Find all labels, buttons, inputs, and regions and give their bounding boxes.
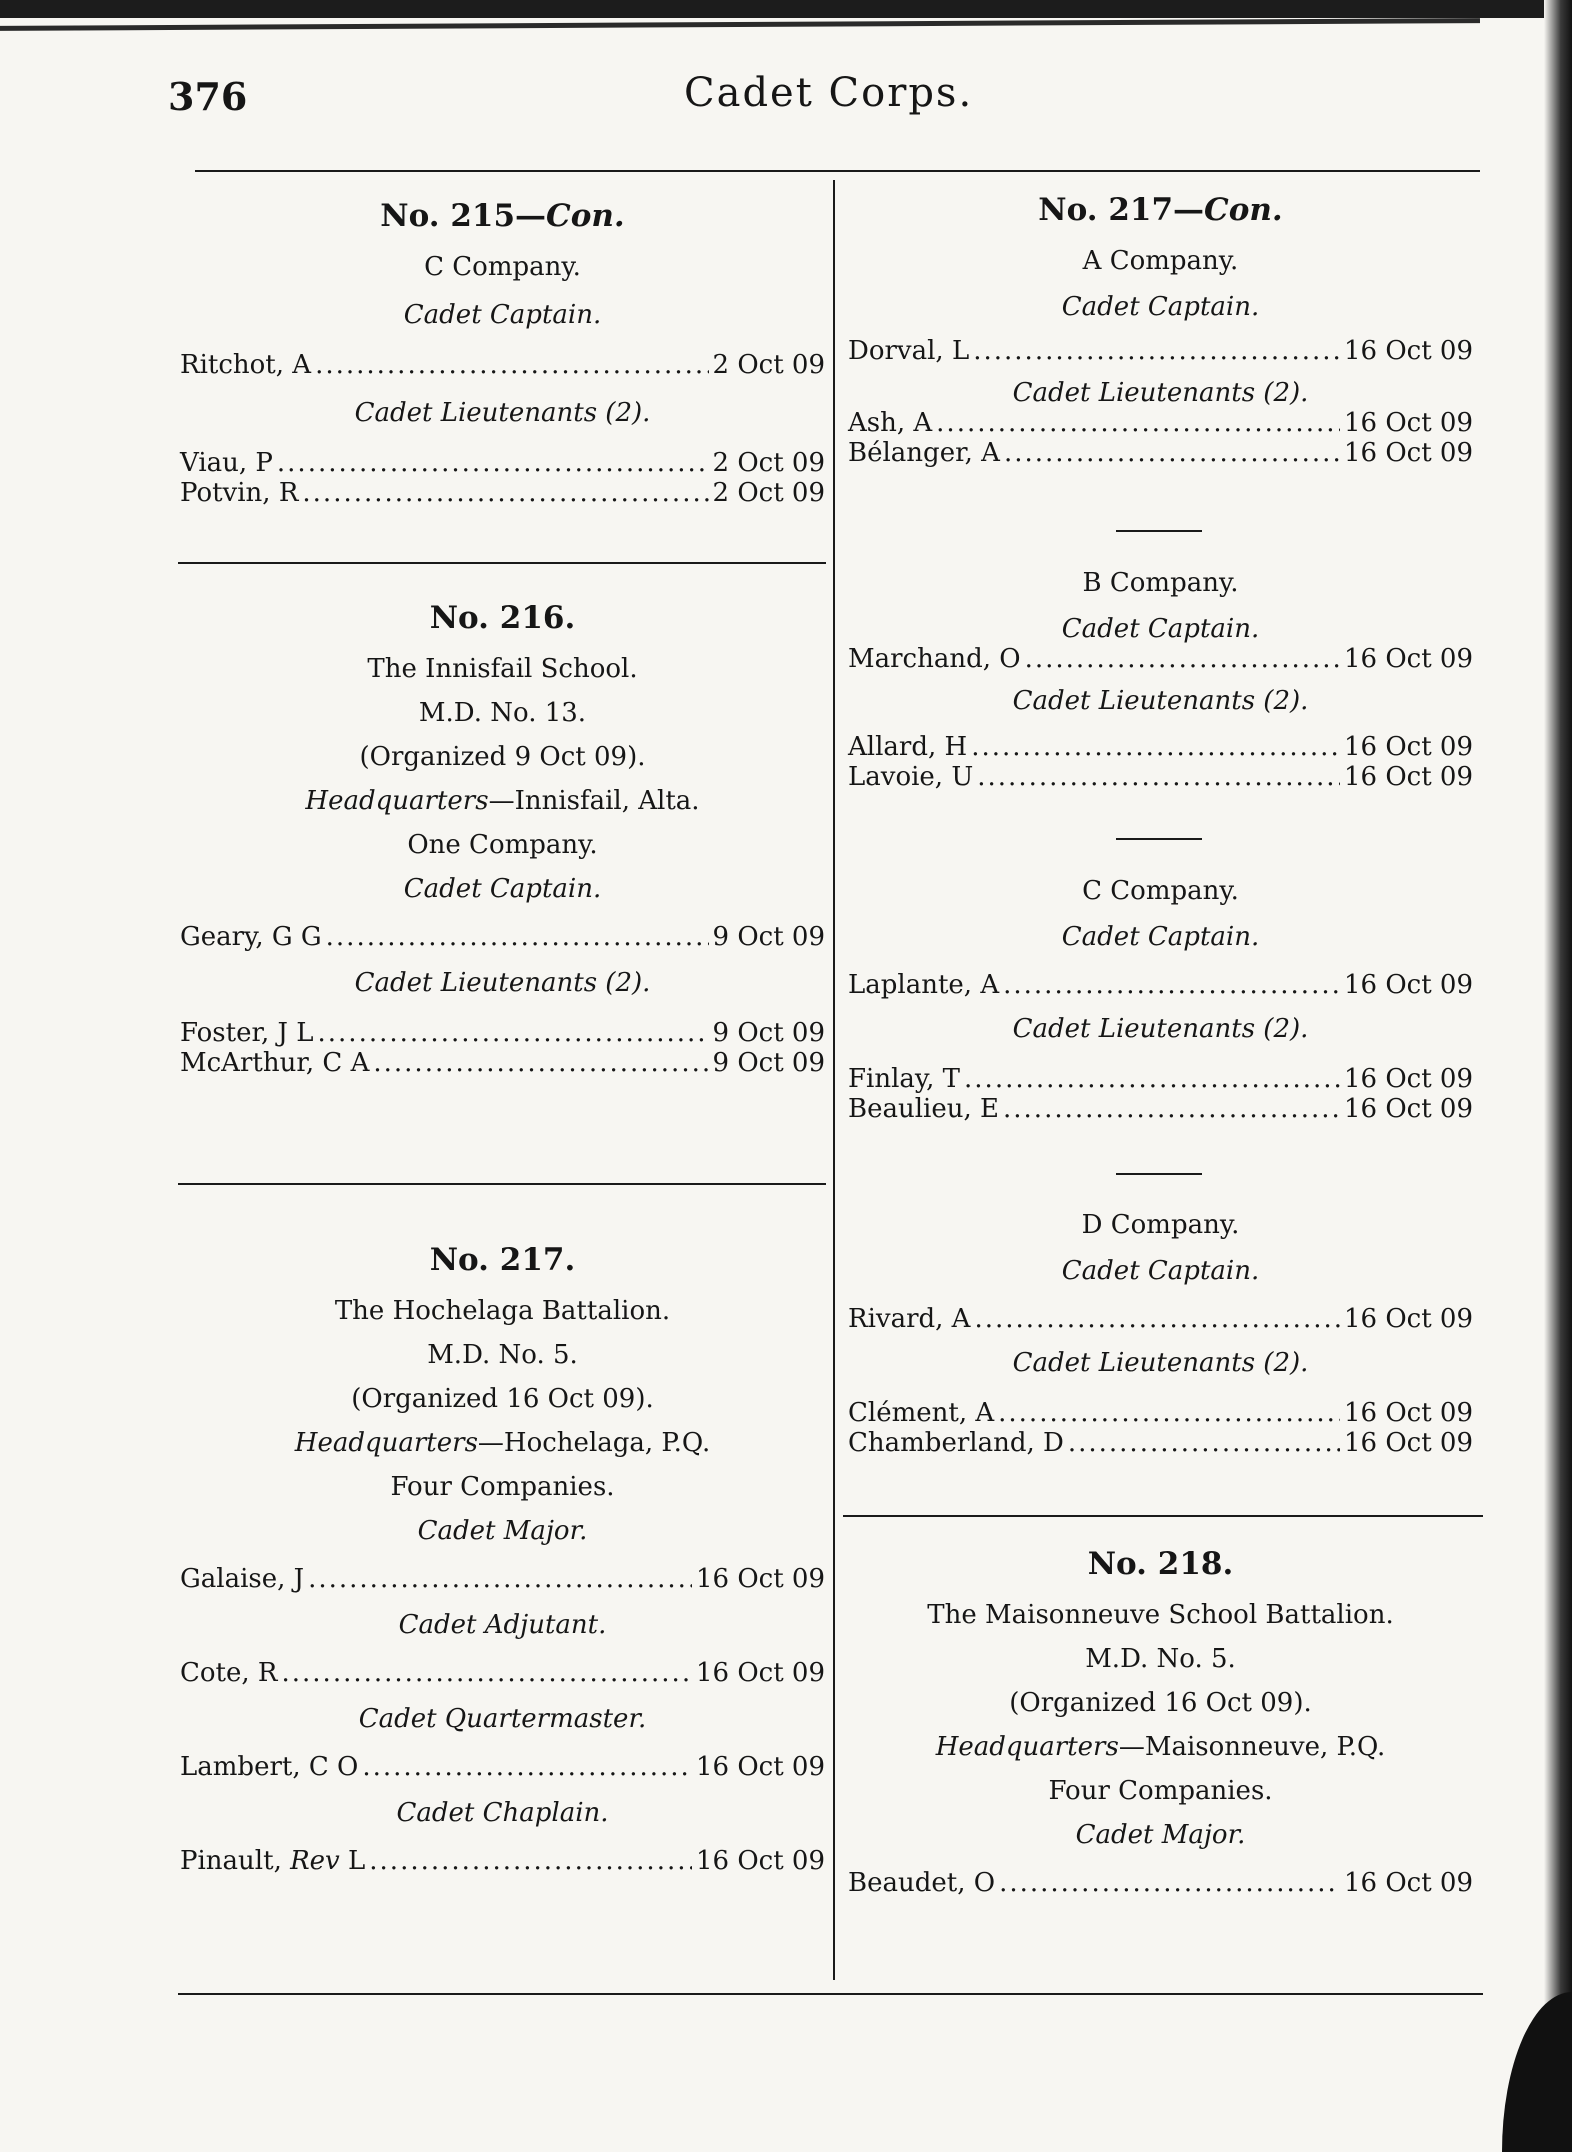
military-district: M.D. No. 5. xyxy=(427,1340,578,1370)
entry-date: 16 Oct 09 xyxy=(695,1564,825,1594)
header-rule xyxy=(195,170,1480,172)
rank-title: Cadet Quartermaster. xyxy=(358,1704,647,1734)
company-count: Four Companies. xyxy=(1048,1776,1273,1806)
entry-date: 16 Oct 09 xyxy=(1343,1064,1473,1094)
company-c xyxy=(848,876,1473,1124)
rank-title: Cadet Lieutenants (2). xyxy=(354,968,651,998)
company-separator xyxy=(1116,530,1202,532)
entry-name: Ash, A xyxy=(848,408,933,438)
rank-title: Cadet Lieutenants (2). xyxy=(1012,1348,1309,1378)
rank-title: Cadet Lieutenants (2). xyxy=(354,398,651,428)
roster-entry xyxy=(848,1094,1473,1124)
entry-date: 16 Oct 09 xyxy=(1343,762,1473,792)
company-separator xyxy=(1116,1173,1202,1175)
organized-date: (Organized 16 Oct 09). xyxy=(351,1384,654,1414)
unit-217-con xyxy=(848,192,1473,468)
headquarters: Headquarters—Hochelaga, P.Q. xyxy=(294,1428,711,1458)
roster-entry xyxy=(180,922,825,952)
entry-name: Beaulieu, E xyxy=(848,1094,1000,1124)
rank-title: Cadet Captain. xyxy=(1061,922,1260,952)
roster-entry xyxy=(848,408,1473,438)
column-divider xyxy=(833,180,835,1980)
roster-entry xyxy=(180,1564,825,1594)
entry-name: Galaise, J xyxy=(180,1564,305,1594)
entry-name: Cote, R xyxy=(180,1658,278,1688)
roster-entry xyxy=(848,762,1473,792)
entry-date: 16 Oct 09 xyxy=(695,1846,825,1876)
entry-date: 2 Oct 09 xyxy=(712,448,825,478)
entry-name: Clément, A xyxy=(848,1398,995,1428)
rank-title: Cadet Lieutenants (2). xyxy=(1012,1014,1309,1044)
roster-entry xyxy=(180,478,825,508)
scan-page-curl xyxy=(1502,1992,1572,2152)
entry-date: 9 Oct 09 xyxy=(712,922,825,952)
roster-entry xyxy=(848,438,1473,468)
entry-name: Bélanger, A xyxy=(848,438,1000,468)
entry-date: 16 Oct 09 xyxy=(695,1658,825,1688)
roster-entry xyxy=(848,732,1473,762)
unit-heading: No. 215—Con. xyxy=(380,198,625,234)
military-district: M.D. No. 13. xyxy=(418,698,587,728)
entry-name: Lavoie, U xyxy=(848,762,974,792)
rank-title: Cadet Adjutant. xyxy=(398,1610,607,1640)
scan-top-rule xyxy=(0,18,1480,31)
entry-name: Dorval, L xyxy=(848,336,970,366)
entry-name: Potvin, R xyxy=(180,478,299,508)
scan-top-edge xyxy=(0,0,1572,18)
roster-entry xyxy=(180,1752,825,1782)
unit-218 xyxy=(848,1546,1473,1898)
section-rule xyxy=(178,562,826,564)
roster-entry xyxy=(180,1048,825,1078)
roster-entry xyxy=(180,448,825,478)
rank-title: Cadet Chaplain. xyxy=(396,1798,609,1828)
company-d xyxy=(848,1210,1473,1458)
scan-right-edge xyxy=(1544,0,1572,2152)
entry-name: Finlay, T xyxy=(848,1064,961,1094)
unit-name: The Innisfail School. xyxy=(367,654,638,684)
entry-date: 16 Oct 09 xyxy=(695,1752,825,1782)
page-title: Cadet Corps. xyxy=(684,70,974,116)
entry-date: 16 Oct 09 xyxy=(1343,1398,1473,1428)
roster-entry xyxy=(848,1398,1473,1428)
entry-name: Viau, P xyxy=(180,448,273,478)
unit-heading: No. 217—Con. xyxy=(1038,192,1283,228)
entry-name: Ritchot, A xyxy=(180,350,312,380)
rank-title: Cadet Captain. xyxy=(1061,1256,1260,1286)
company-b xyxy=(848,568,1473,792)
company-name: B Company. xyxy=(1082,568,1239,598)
rank-title: Cadet Major. xyxy=(1075,1820,1246,1850)
unit-215-con xyxy=(180,198,825,508)
roster-entry xyxy=(848,1064,1473,1094)
company-count: Four Companies. xyxy=(390,1472,615,1502)
entry-name: Pinault, Rev L xyxy=(180,1846,366,1876)
roster-entry xyxy=(848,1304,1473,1334)
roster-entry xyxy=(180,350,825,380)
company-separator xyxy=(1116,838,1202,840)
company-count: One Company. xyxy=(407,830,598,860)
entry-date: 16 Oct 09 xyxy=(1343,732,1473,762)
entry-name: Chamberland, D xyxy=(848,1428,1064,1458)
rank-title: Cadet Captain. xyxy=(1061,292,1260,322)
organized-date: (Organized 9 Oct 09). xyxy=(359,742,646,772)
entry-date: 16 Oct 09 xyxy=(1343,1304,1473,1334)
company-name: D Company. xyxy=(1081,1210,1240,1240)
entry-date: 16 Oct 09 xyxy=(1343,1094,1473,1124)
entry-date: 2 Oct 09 xyxy=(712,350,825,380)
entry-date: 9 Oct 09 xyxy=(712,1018,825,1048)
organized-date: (Organized 16 Oct 09). xyxy=(1009,1688,1312,1718)
company-name: C Company. xyxy=(1082,876,1239,906)
entry-name: McArthur, C A xyxy=(180,1048,370,1078)
roster-entry xyxy=(848,336,1473,366)
military-district: M.D. No. 5. xyxy=(1085,1644,1236,1674)
entry-date: 16 Oct 09 xyxy=(1343,644,1473,674)
company-name: A Company. xyxy=(1082,246,1239,276)
rank-title: Cadet Major. xyxy=(417,1516,588,1546)
roster-entry xyxy=(848,1868,1473,1898)
page-number: 376 xyxy=(168,74,248,119)
rank-title: Cadet Captain. xyxy=(403,874,602,904)
unit-name: The Hochelaga Battalion. xyxy=(334,1296,671,1326)
roster-entry xyxy=(848,1428,1473,1458)
unit-heading: No. 216. xyxy=(429,600,576,636)
roster-entry xyxy=(180,1846,825,1876)
roster-entry xyxy=(848,644,1473,674)
roster-entry xyxy=(180,1658,825,1688)
section-rule xyxy=(178,1183,826,1185)
section-rule xyxy=(843,1515,1483,1517)
entry-name: Lambert, C O xyxy=(180,1752,359,1782)
rank-title: Cadet Lieutenants (2). xyxy=(1012,378,1309,408)
unit-216 xyxy=(180,600,825,1078)
roster-entry xyxy=(848,970,1473,1000)
entry-date: 16 Oct 09 xyxy=(1343,438,1473,468)
headquarters: Headquarters—Maisonneuve, P.Q. xyxy=(935,1732,1386,1762)
unit-217 xyxy=(180,1242,825,1876)
unit-heading: No. 218. xyxy=(1087,1546,1234,1582)
headquarters: Headquarters—Innisfail, Alta. xyxy=(305,786,700,816)
entry-name: Geary, G G xyxy=(180,922,322,952)
entry-date: 16 Oct 09 xyxy=(1343,1428,1473,1458)
entry-name: Laplante, A xyxy=(848,970,1000,1000)
company-name: C Company. xyxy=(424,252,581,282)
bottom-rule xyxy=(178,1993,1483,1995)
entry-date: 2 Oct 09 xyxy=(712,478,825,508)
entry-date: 16 Oct 09 xyxy=(1343,1868,1473,1898)
entry-date: 16 Oct 09 xyxy=(1343,970,1473,1000)
unit-heading: No. 217. xyxy=(429,1242,576,1278)
rank-title: Cadet Lieutenants (2). xyxy=(1012,686,1309,716)
unit-name: The Maisonneuve School Battalion. xyxy=(927,1600,1394,1630)
entry-name: Marchand, O xyxy=(848,644,1021,674)
roster-entry xyxy=(180,1018,825,1048)
entry-date: 16 Oct 09 xyxy=(1343,408,1473,438)
entry-name: Rivard, A xyxy=(848,1304,971,1334)
entry-name: Allard, H xyxy=(848,732,968,762)
entry-name: Foster, J L xyxy=(180,1018,314,1048)
rank-title: Cadet Captain. xyxy=(1061,614,1260,644)
rank-title: Cadet Captain. xyxy=(403,300,602,330)
entry-date: 16 Oct 09 xyxy=(1343,336,1473,366)
entry-name: Beaudet, O xyxy=(848,1868,996,1898)
entry-date: 9 Oct 09 xyxy=(712,1048,825,1078)
